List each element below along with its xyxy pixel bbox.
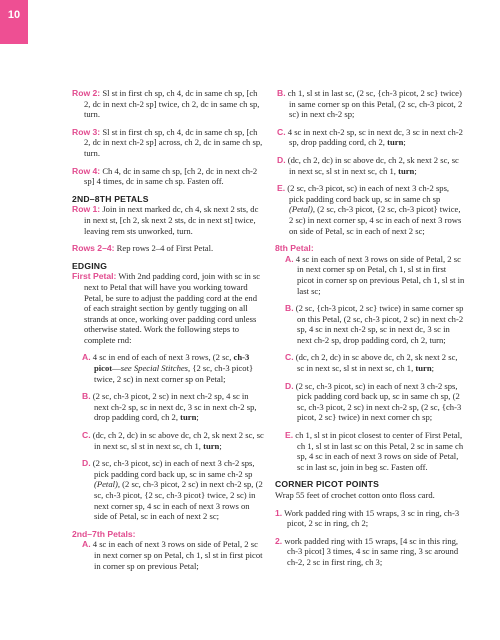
- step-a-t2: —: [112, 363, 121, 374]
- step-a-lead: A.: [82, 352, 91, 363]
- step-d-lead: D.: [82, 458, 91, 469]
- row2-paragraph: [72, 88, 265, 120]
- corner-step-1: [275, 508, 465, 529]
- petal-8-step-c-bold: turn: [415, 363, 432, 374]
- step-b-t1: (2 sc, ch-3 picot, 2 sc) in next ch-2 sp, 4 sc in next ch-2 sp, sc in next dc, 3 sc in next ch-2 sp, drop padding cord, ch 2,: [90, 391, 257, 423]
- right-step-e-t2: , (2 sc, ch-3 picot, {2 sc, ch-3 picot} twice, 2 sc) in next corner sp, 4 sc in each of next 3 rows on side of Petal, sc in each of next 2 sc;: [289, 204, 462, 236]
- petal-8-step-d-lead: D.: [285, 380, 294, 391]
- right-step-c-bold: turn: [387, 137, 404, 148]
- petals-row1-lead: Row 1:: [72, 204, 101, 215]
- petal-8-step-e-text: ch 1, sl st in picot closest to center of First Petal, ch 1, sl st in last sc on this Petal, 2 sc in same ch sp, 4 sc in each of next 3 rows on side of Petal, sc in last sc, join in beg sc. Fasten off.: [293, 430, 464, 472]
- step-c-lead: C.: [82, 430, 91, 441]
- right-step-b: [277, 88, 465, 120]
- petal-8-step-c: [285, 352, 465, 373]
- corner-step-2-text: work padded ring with 15 wraps, [4 sc in this ring, ch-3 picot] 3 times, 4 sc in same ring, 3 sc around ch-2, 2 sc in first ring, ch 3;: [282, 535, 459, 567]
- right-step-e: [277, 183, 465, 236]
- petals-rows24-lead: Rows 2–4:: [72, 243, 115, 254]
- petal-8-step-c-t1: (dc, ch 2, dc) in sc above dc, ch 2, sk next 2 sc, sc in next sc, sl st in next sc, ch 1,: [293, 352, 458, 374]
- petal-8-step-c-lead: C.: [285, 352, 294, 363]
- page-number-tab: [0, 0, 28, 44]
- step-c-t1: (dc, ch 2, dc) in sc above dc, ch 2, sk next 2 sc, sc in next sc, sl st in next sc, ch 1,: [90, 430, 264, 451]
- step-b-t2: ;: [196, 412, 199, 423]
- corner-step-2-lead: 2.: [275, 535, 283, 546]
- step-c-bold: turn: [203, 440, 220, 451]
- step-a-bold: ch-3 picot: [94, 352, 250, 374]
- step-d-t1: (2 sc, ch-3 picot, sc) in each of next 3 ch-2 sps, pick padding cord back up, sc in same ch-2 sp: [90, 458, 255, 479]
- first-petal-text: With 2nd padding cord, join with sc in sc next to Petal that will have you working toward Petal, be sure to adjust the padding cord at the end of each straight section by gently tugging on all strands at once, working over padding cord unless otherwise stated. Work the following steps to complete rnd:: [84, 271, 261, 345]
- step-c: [82, 430, 265, 451]
- petal-8-step-d: [285, 381, 465, 423]
- petal-8-step-a-lead: A.: [285, 253, 294, 264]
- petal-8-step-a-text: 4 sc in each of next 3 rows on side of Petal, 2 sc in next corner sp on Petal, ch 1, sl st in first picot in corner sp on previous Petal, ch 1, sl st in last sc;: [293, 253, 465, 296]
- row3-paragraph: [72, 127, 265, 159]
- petal-8-heading: 8th Petal:: [275, 243, 314, 254]
- row4-text: Ch 4, dc in same ch sp, [ch 2, dc in next ch-2 sp] 4 times, dc in same ch sp. Fasten off.: [84, 165, 258, 187]
- right-step-c-lead: C.: [277, 126, 286, 137]
- step-c-t2: ;: [219, 440, 222, 451]
- right-step-b-lead: B.: [277, 88, 286, 98]
- petal-8-step-e: [285, 430, 465, 472]
- step-d-t2: , (2 sc, ch-3 picot, 2 sc) in next ch-2 sp, (2 sc, ch-3 picot, {2 sc, ch-3 picot} twice, 2 sc) in next corner sp, 4 sc in each of next 3 rows on side of Petal, sc in each of next 2 sc;: [94, 479, 263, 522]
- petals-rows24-text: Rep rows 2–4 of First Petal.: [114, 243, 214, 254]
- step-d-italic: (Petal): [94, 479, 118, 490]
- row4-paragraph: [72, 166, 265, 187]
- right-step-e-t1: (2 sc, ch-3 picot, sc) in each of next 3 ch-2 sps, pick padding cord back up, sc in same ch sp: [285, 183, 450, 204]
- petals-rows24-paragraph: [72, 243, 265, 254]
- petals-row1-paragraph: [72, 204, 265, 236]
- petal-8-step-b-text: (2 sc, {ch-3 picot, 2 sc} twice) in same corner sp on this Petal, (2 sc, ch-3 picot, 2 sc) in next ch-2 sp, 4 sc in next ch-2 sp, sc in next dc, 3 sc in next ch-2 sp, drop padding cord, ch 2, turn;: [293, 303, 464, 345]
- petals-row1-text: Join in next marked dc, ch 4, sk next 2 sts, dc in next st, [ch 2, sk next 2 sts, dc in next st] twice, leaving rem sts unworked, turn.: [84, 204, 259, 236]
- right-step-d-t2: ;: [414, 165, 417, 176]
- right-step-d: [277, 155, 465, 176]
- petal-8-step-d-text: (2 sc, ch-3 picot, sc) in each of next 3 ch-2 sps, pick padding cord back up, sc in same ch sp, (2 sc, ch-3 picot, 2 sc) in next ch-2 sp, (2 sc, {ch-3 picot, 2 sc} twice) in next corner ch sp;: [293, 380, 462, 423]
- corner-step-1-text: Work padded ring with 15 wraps, 3 sc in ring, ch-3 picot, 2 sc in ring, ch 2;: [282, 507, 460, 529]
- petal-8-step-a: [285, 254, 465, 296]
- petals-2-7-step-a-lead: A.: [82, 539, 91, 550]
- right-step-e-italic: (Petal): [289, 204, 313, 215]
- first-petal-paragraph: [72, 271, 265, 345]
- petals-2-7-heading: 2nd–7th Petals:: [72, 528, 136, 539]
- row3-lead: Row 3:: [72, 126, 101, 137]
- right-step-d-bold: turn: [398, 165, 415, 176]
- corner-picot-heading: CORNER PICOT POINTS: [275, 479, 380, 490]
- petals-2-7-step-a-text: 4 sc in each of next 3 rows on side of Petal, 2 sc in next corner sp on Petal, ch 1, sl st in first picot in corner sp on previous Petal;: [90, 539, 263, 571]
- step-b: [82, 391, 265, 423]
- corner-step-1-lead: 1.: [275, 507, 283, 518]
- row2-lead: Row 2:: [72, 88, 101, 98]
- step-b-lead: B.: [82, 391, 91, 402]
- step-a-t3: , {2 sc, ch-3 picot} twice, 2 sc) in next corner sp on Petal;: [94, 363, 254, 384]
- petal-8-step-b-lead: B.: [285, 303, 294, 314]
- step-a: [82, 352, 265, 384]
- right-column: [275, 88, 465, 575]
- row3-text: Sl st in first ch sp, ch 4, dc in same ch sp, [ch 2, dc in next ch-2 sp] across, ch 2, dc in same ch sp, turn.: [84, 126, 263, 158]
- page-number: 10: [7, 9, 21, 21]
- right-step-c-t2: ;: [403, 137, 406, 148]
- corner-intro: Wrap 55 feet of crochet cotton onto floss card.: [275, 490, 435, 500]
- petals-2-7-step-a: [82, 539, 265, 571]
- right-step-b-text: ch 1, sl st in last sc, (2 sc, {ch-3 picot, 2 sc} twice) in same corner sp on this Petal, (2 sc, ch-3 picot, 2 sc) in next ch-2 sp;: [285, 88, 463, 120]
- step-a-t1: 4 sc in end of each of next 3 rows, (2 sc,: [90, 352, 234, 363]
- right-step-e-lead: E.: [277, 183, 286, 194]
- step-d: [82, 458, 265, 522]
- petal-8-step-b: [285, 303, 465, 345]
- right-step-c: [277, 127, 465, 148]
- petals-heading: 2ND–8TH PETALS: [72, 193, 149, 204]
- left-column: [72, 88, 265, 578]
- edging-heading: EDGING: [72, 260, 108, 271]
- petal-8-step-e-lead: E.: [285, 430, 294, 441]
- right-step-d-lead: D.: [277, 154, 286, 165]
- step-a-italic: see Special Stitches: [120, 363, 189, 374]
- row2-text: Sl st in first ch sp, ch 4, dc in same ch sp, [ch 2, dc in next ch-2 sp] twice, ch 2, dc in same ch sp, turn.: [84, 88, 260, 120]
- petal-8-step-c-t2: ;: [431, 363, 435, 374]
- right-step-d-t1: (dc, ch 2, dc) in sc above dc, ch 2, sk next 2 sc, sc in next sc, sl st in next sc, ch 1,: [285, 154, 459, 176]
- corner-step-2: [275, 536, 465, 568]
- first-petal-lead: First Petal:: [72, 271, 117, 282]
- right-step-c-t1: 4 sc in next ch-2 sp, sc in next dc, 3 sc in next ch-2 sp, drop padding cord, ch 2,: [285, 126, 463, 148]
- step-b-bold: turn: [180, 412, 197, 423]
- row4-lead: Row 4:: [72, 165, 101, 176]
